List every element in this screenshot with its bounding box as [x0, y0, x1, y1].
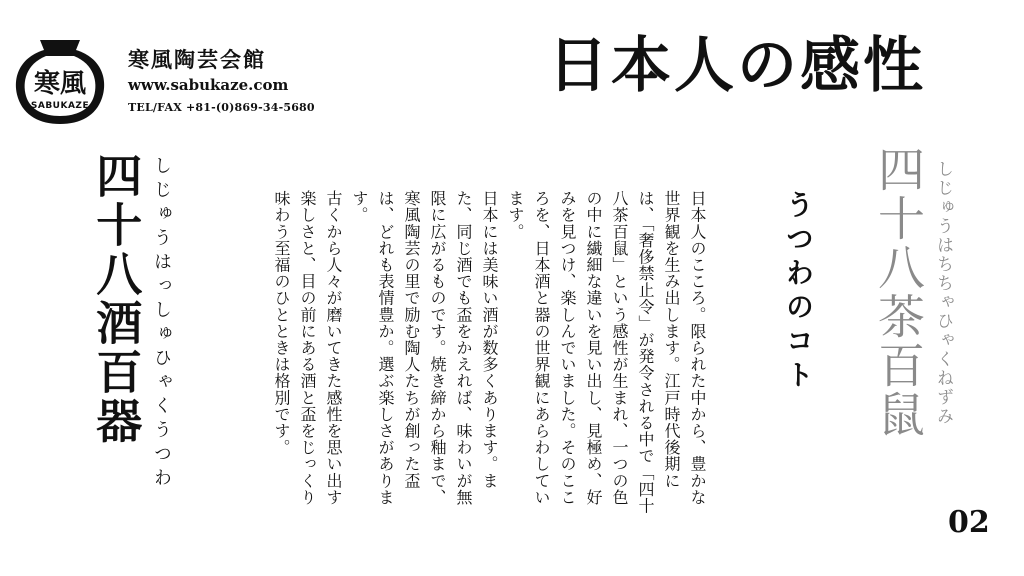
- brand-name: 寒風陶芸会館: [128, 47, 266, 72]
- body-paragraph: 日本人のこころ。限られた中から、豊かな世界観を生み出します。江戸時代後期には、「奢侈禁止令」が発令される中で「四十八茶百鼠」という感性が生まれ、一つの色の中に繊細な違いを見い出し、見極め、好みを見つけ、楽しんでいました。そのこころを、日本酒と器の世界観にあらわしています。: [506, 190, 707, 514]
- brand-url[interactable]: www.sabukaze.com: [128, 76, 289, 94]
- body-text: [248, 190, 710, 520]
- right-title-ruby: しじゅうはちちゃひゃくねずみ: [933, 160, 953, 426]
- logo-kanji: 寒風: [33, 69, 87, 99]
- left-title-ruby: しじゅうはっしゅひゃくうつわ: [151, 156, 172, 492]
- body-paragraph: 古くから人々が磨いてきた感性を思い出す楽しさと、目の前にある酒と盃をじっくり味わう至福のひとときは格別です。: [272, 190, 343, 506]
- left-title: 四十八酒百器: [89, 152, 144, 446]
- section-heading: うつわのコト: [782, 190, 815, 394]
- right-title: 四十八茶百鼠: [870, 145, 925, 439]
- page-title: 日本人の感性: [548, 31, 926, 101]
- page-number: 02: [948, 505, 990, 540]
- logo-latin: SABUKAZE: [30, 101, 90, 111]
- brand-tel: TEL/FAX +81-(0)869-34-5680: [128, 101, 315, 114]
- vase-logo-icon: [10, 36, 110, 128]
- body-paragraph: 日本には美味い酒が数多くあります。また、同じ酒でも盃をかえれば、味わいが無限に広がるものです。焼き締から釉まで、寒風陶芸の里で励む陶人たちが創った盃は、どれも表情豊か。選ぶ楽しさがあります。: [350, 190, 499, 506]
- sabukaze-logo: [10, 36, 110, 128]
